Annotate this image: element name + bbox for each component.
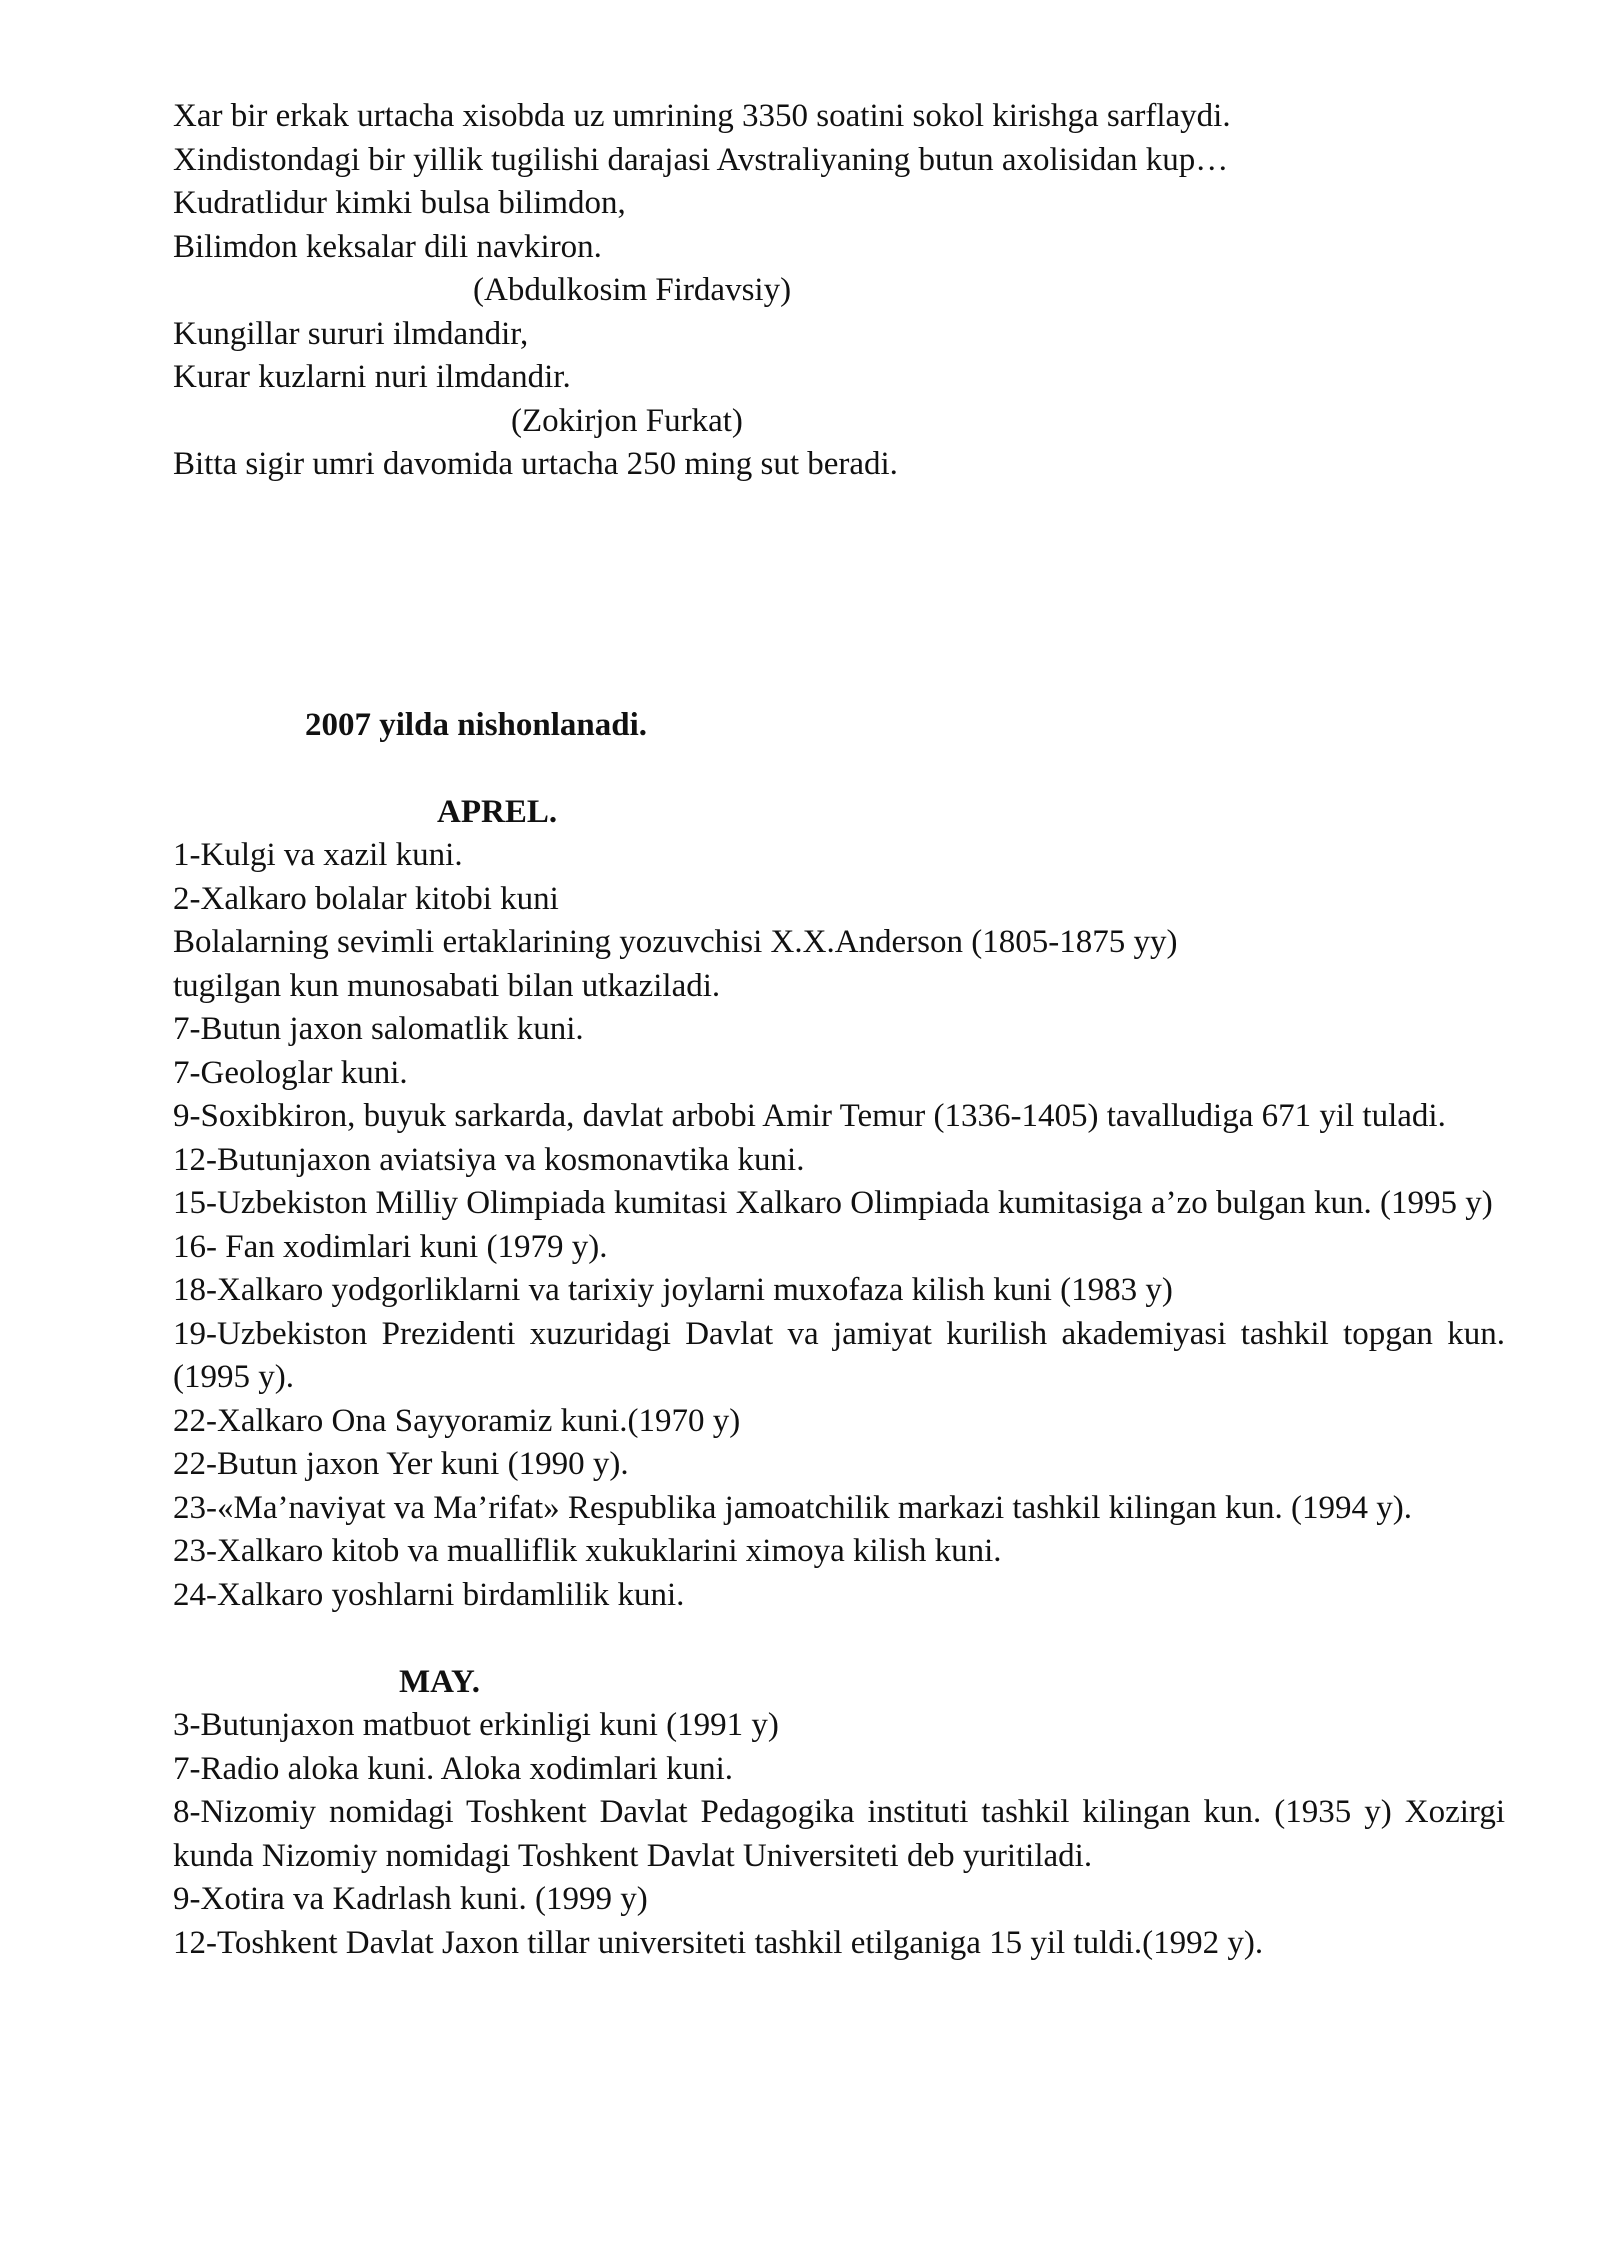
calendar-item: 16- Fan xodimlari kuni (1979 y). xyxy=(173,1228,608,1265)
poem-author: (Zokirjon Furkat) xyxy=(511,402,743,439)
spacer xyxy=(173,1617,1505,1661)
calendar-item: 2-Xalkaro bolalar kitobi kuni xyxy=(173,880,559,917)
calendar-item: 7-Geologlar kuni. xyxy=(173,1054,408,1091)
calendar-item: 7-Butun jaxon salomatlik kuni. xyxy=(173,1011,584,1047)
calendar-item: 3-Butunjaxon matbuot erkinligi kuni (1991 y) xyxy=(173,1707,779,1743)
month-heading-may: MAY. xyxy=(399,1663,481,1700)
fact-line: Xindistondagi bir yillik tugilishi darajasi Avstraliyaning butun axolisidan kup… xyxy=(173,141,1229,178)
aprel-section xyxy=(173,791,1505,1618)
poem-line: Kurar kuzlarni nuri ilmdandir. xyxy=(173,359,571,395)
poem-line: Kungillar sururi ilmdandir, xyxy=(173,315,529,352)
calendar-item: 18-Xalkaro yodgorliklarni va tarixiy joylarni muxofaza kilish kuni (1983 y) xyxy=(173,1272,1173,1308)
spacer xyxy=(173,747,1505,791)
main-heading: 2007 yilda nishonlanadi. xyxy=(305,706,648,743)
calendar-item: 12-Butunjaxon aviatsiya va kosmonavtika kuni. xyxy=(173,1141,805,1178)
poem-author: (Abdulkosim Firdavsiy) xyxy=(473,272,792,308)
calendar-item: 1-Kulgi va xazil kuni. xyxy=(173,837,463,873)
text-column xyxy=(173,95,1505,1965)
calendar-item: Bolalarning sevimli ertaklarining yozuvchisi X.X.Anderson (1805-1875 yy) xyxy=(173,924,1178,960)
fact-line: Xar bir erkak urtacha xisobda uz umrining 3350 soatini sokol kirishga sarflaydi. xyxy=(173,98,1231,134)
may-section xyxy=(173,1661,1505,1966)
calendar-item: 24-Xalkaro yoshlarni birdamlilik kuni. xyxy=(173,1576,685,1613)
calendar-item: tugilgan kun munosabati bilan utkaziladi. xyxy=(173,967,721,1004)
calendar-item: 8-Nizomiy nomidagi Toshkent Davlat Pedagogika instituti tashkil kilingan kun. (1935 y) Xozirgi kunda Nizomiy nomidagi Toshkent Davlat Universiteti deb yuritiladi. xyxy=(173,1794,1505,1874)
calendar-item: 9-Soxibkiron, buyuk sarkarda, davlat arbobi Amir Temur (1336-1405) tavalludiga 671 yil tuladi. xyxy=(173,1098,1446,1134)
calendar-item: 7-Radio aloka kuni. Aloka xodimlari kuni. xyxy=(173,1750,734,1787)
calendar-item: 12-Toshkent Davlat Jaxon tillar universiteti tashkil etilganiga 15 yil tuldi.(1992 y). xyxy=(173,1924,1264,1961)
month-heading-aprel: APREL. xyxy=(437,793,558,830)
calendar-item: 19-Uzbekiston Prezidenti xuzuridagi Davlat va jamiyat kurilish akademiyasi tashkil topgan kun. (1995 y). xyxy=(173,1315,1505,1395)
calendar-item: 23-Xalkaro kitob va mualliflik xukuklarini ximoya kilish kuni. xyxy=(173,1533,1002,1569)
calendar-item: 22-Butun jaxon Yer kuni (1990 y). xyxy=(173,1446,629,1482)
poem-line: Kudratlidur kimki bulsa bilimdon, xyxy=(173,185,626,221)
fact-line: Bitta sigir umri davomida urtacha 250 ming sut beradi. xyxy=(173,446,898,482)
calendar-item: 15-Uzbekiston Milliy Olimpiada kumitasi Xalkaro Olimpiada kumitasiga a’zo bulgan kun. (1995 y) xyxy=(173,1185,1493,1221)
calendar-item: 23-«Ma’naviyat va Ma’rifat» Respublika jamoatchilik markazi tashkil kilingan kun. (1994 y). xyxy=(173,1489,1413,1526)
calendar-item: 9-Xotira va Kadrlash kuni. (1999 y) xyxy=(173,1881,648,1917)
intro-section xyxy=(173,95,1505,487)
spacer xyxy=(173,487,1505,704)
poem-line: Bilimdon keksalar dili navkiron. xyxy=(173,228,602,265)
calendar-item: 22-Xalkaro Ona Sayyoramiz kuni.(1970 y) xyxy=(173,1402,741,1439)
